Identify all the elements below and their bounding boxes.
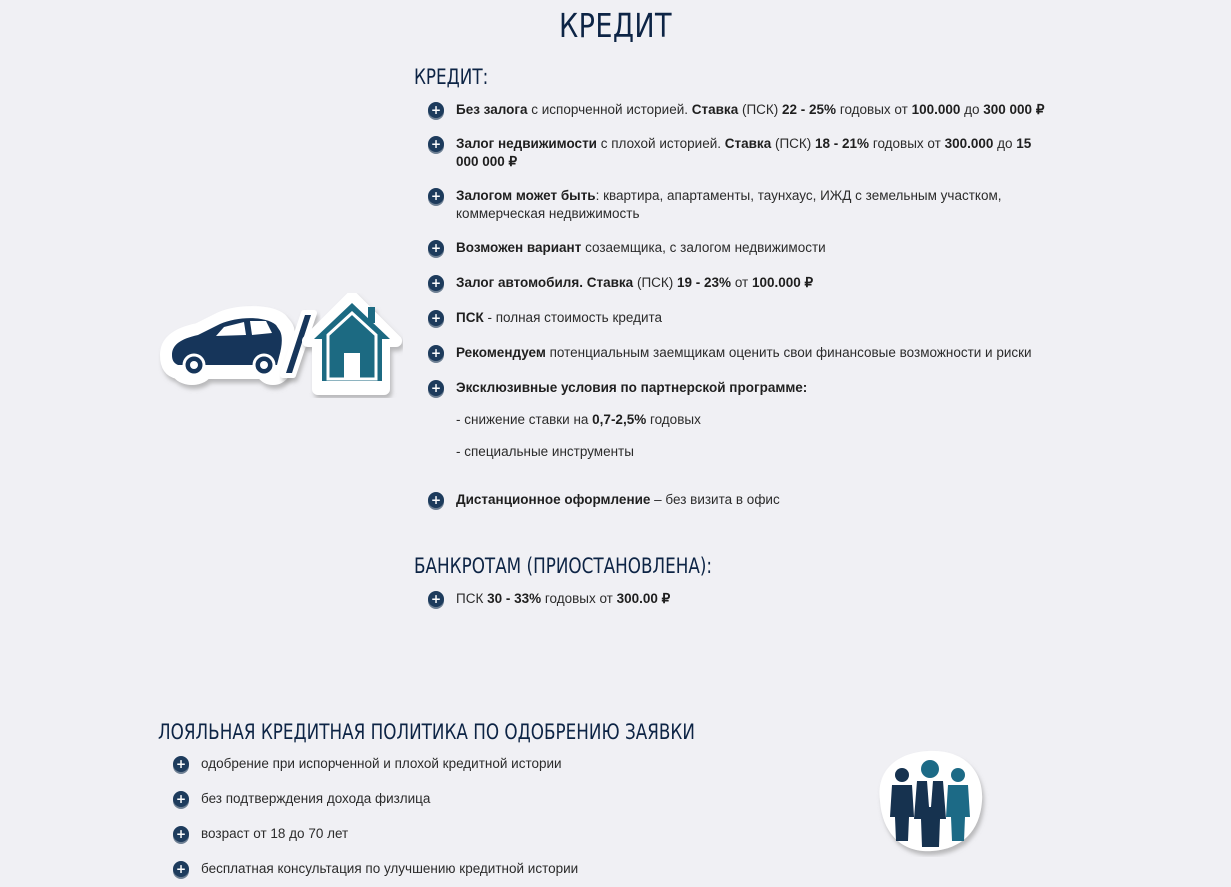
item-text: без подтверждения дохода физлица: [201, 791, 431, 806]
list-item: [428, 135, 1048, 171]
list-item: [428, 101, 1048, 119]
loyal-list: [173, 755, 773, 878]
item-text: - полная стоимость кредита: [483, 310, 663, 325]
item-bold: 100.000: [911, 102, 961, 117]
item-text: годовых от: [869, 136, 945, 151]
item-bold: Дистанционное оформление: [456, 492, 651, 507]
item-text: - снижение ставки на: [456, 412, 593, 427]
bankrupt-list: [428, 590, 1028, 608]
item-bold: 300.000: [944, 136, 994, 151]
credit-heading: КРЕДИТ:: [414, 65, 489, 89]
list-item: [428, 187, 1048, 223]
plus-circle-icon: +: [428, 345, 444, 361]
car-icon: [166, 312, 289, 379]
item-text: - специальные инструменты: [456, 444, 634, 459]
item-text: (ПСК): [738, 102, 783, 117]
item-text: ПСК: [456, 591, 488, 606]
credit-list: [428, 101, 1048, 509]
item-text: до: [993, 136, 1017, 151]
plus-circle-icon: +: [428, 136, 444, 152]
sub-line: [456, 443, 1048, 461]
plus-circle-icon: +: [428, 310, 444, 326]
item-text: годовых от: [836, 102, 912, 117]
bankrupt-heading: БАНКРОТАМ (ПРИОСТАНОВЛЕНА):: [414, 554, 713, 578]
item-text: (ПСК): [633, 275, 678, 290]
item-bold: Ставка: [724, 136, 772, 151]
item-text: с испорченной историей.: [527, 102, 692, 117]
item-bold: Эксклюзивные условия по партнерской программе:: [456, 380, 808, 395]
house-icon: [308, 297, 396, 389]
plus-circle-icon: +: [173, 791, 189, 807]
plus-circle-icon: +: [173, 756, 189, 772]
plus-circle-icon: +: [428, 275, 444, 291]
item-bold: Залог автомобиля. Ставка: [456, 275, 634, 290]
item-text: : квартира, апартаменты, таунхаус, ИЖД с земельным участком, коммерческая недвижимость: [456, 188, 1002, 221]
list-item: [173, 825, 773, 843]
item-text: (ПСК): [771, 136, 816, 151]
plus-circle-icon: +: [428, 380, 444, 396]
plus-circle-icon: +: [428, 492, 444, 508]
item-text: возраст от 18 до 70 лет: [201, 826, 349, 841]
item-bold: 300.00 ₽: [616, 591, 671, 606]
plus-circle-icon: +: [428, 102, 444, 118]
list-item: [428, 379, 1048, 461]
sub-line: [456, 411, 1048, 429]
item-bold: 18 - 21%: [815, 136, 870, 151]
item-text: до: [960, 102, 984, 117]
item-text: годовых от: [541, 591, 617, 606]
list-item: [173, 860, 773, 878]
plus-circle-icon: +: [173, 826, 189, 842]
people-group-icon: [879, 751, 982, 851]
item-bold: Без залога: [456, 102, 528, 117]
item-text: потенциальным заемщикам оценить свои финансовые возможности и риски: [545, 345, 1032, 360]
item-text: бесплатная консультация по улучшению кредитной истории: [201, 861, 579, 876]
list-item: [428, 344, 1048, 362]
item-bold: 19 - 23%: [677, 275, 732, 290]
list-item: [428, 239, 1048, 257]
item-text: одобрение при испорченной и плохой кредитной истории: [201, 756, 562, 771]
list-item: [428, 491, 1048, 509]
item-bold: 15 000 000 ₽: [456, 136, 1032, 169]
car-house-sticker: [158, 293, 403, 398]
item-bold: Залогом может быть: [456, 188, 596, 203]
item-bold: 300 000 ₽: [983, 102, 1045, 117]
list-item: [428, 590, 1028, 608]
people-sticker: [872, 745, 990, 857]
item-bold: Ставка: [691, 102, 739, 117]
list-item: [428, 309, 1048, 327]
item-bold: Залог недвижимости: [456, 136, 597, 151]
item-text: с плохой историей.: [596, 136, 725, 151]
item-bold: Возможен вариант: [456, 240, 582, 255]
item-bold: 100.000 ₽: [751, 275, 814, 290]
item-text: годовых: [646, 412, 701, 427]
list-item: [173, 755, 773, 773]
plus-circle-icon: +: [428, 240, 444, 256]
plus-circle-icon: +: [428, 591, 444, 607]
page-title: КРЕДИТ: [558, 6, 673, 45]
item-text: – без визита в офис: [650, 492, 780, 507]
item-text: от: [731, 275, 752, 290]
plus-circle-icon: +: [173, 861, 189, 877]
item-bold: 22 - 25%: [782, 102, 837, 117]
item-bold: Рекомендуем: [456, 345, 546, 360]
item-bold: ПСК: [456, 310, 484, 325]
list-item: [173, 790, 773, 808]
list-item: [428, 274, 1048, 292]
loyal-heading: ЛОЯЛЬНАЯ КРЕДИТНАЯ ПОЛИТИКА ПО ОДОБРЕНИЮ ЗАЯВКИ: [158, 720, 695, 744]
item-bold: 0,7-2,5%: [592, 412, 647, 427]
item-text: созаемщика, с залогом недвижимости: [581, 240, 826, 255]
item-bold: 30 - 33%: [487, 591, 542, 606]
plus-circle-icon: +: [428, 188, 444, 204]
